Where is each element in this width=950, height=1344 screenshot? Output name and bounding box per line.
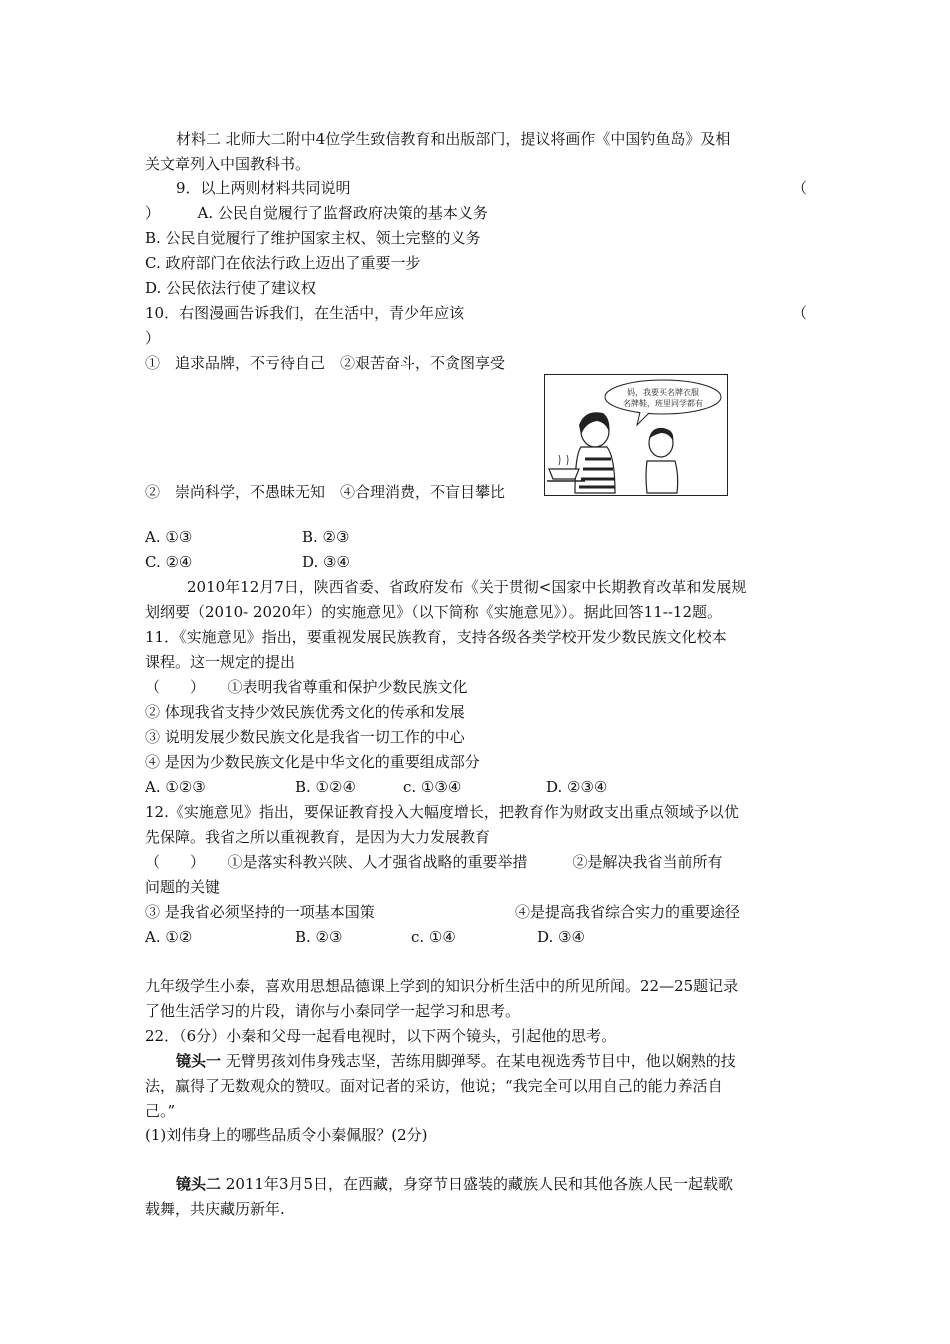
q10-option-b: B. ②③	[302, 528, 350, 546]
q11-option-b: B. ①②④	[295, 778, 356, 796]
q9-option-d: D. 公民依法行使了建议权	[145, 279, 317, 297]
q10-option-d: D. ③④	[302, 553, 350, 571]
q10-items-34: ② 崇尚科学，不愚昧无知 ④合理消费，不盲目攀比	[145, 483, 506, 501]
section-intro-line1: 九年级学生小泰，喜欢用思想品德课上学到的知识分析生活中的所见所闻。22—25题记录	[145, 977, 739, 995]
q22-shot2-line2: 载舞，共庆藏历新年.	[145, 1200, 285, 1218]
material2-line1: 材料二 北师大二附中4位学生致信教育和出版部门，提议将画作《中国钓鱼岛》及相	[176, 130, 731, 148]
comic-speech-line1: 妈，我要买名牌衣服	[627, 388, 699, 397]
q11-stem1: 11．《实施意见》指出，要重视发展民族教育，支持各级各类学校开发少数民族文化校本	[145, 628, 727, 646]
cartoon-drawing	[545, 375, 727, 495]
q22-shot1-line1	[176, 1050, 841, 1072]
q12-item3: ③ 是我省必须坚持的一项基本国策	[145, 903, 375, 921]
intro-line1: 2010年12月7日，陕西省委、省政府发布《关于贯彻<国家中长期教育改革和发展规	[187, 578, 747, 596]
q10-option-a: A. ①③	[145, 528, 193, 546]
q22-shot2-line1	[176, 1173, 841, 1195]
q12-item4: ④是提高我省综合实力的重要途径	[515, 903, 741, 921]
q11-option-d: D. ②③④	[546, 778, 608, 796]
q12-option-b: B. ②③	[295, 928, 343, 946]
q22-shot1-line2: 法，赢得了无数观众的赞叹。面对记者的采访，他说；“我完全可以用自己的能力养活自	[145, 1077, 723, 1095]
q11-option-c: c. ①③④	[403, 778, 462, 796]
q9-paren-open: （	[792, 179, 808, 197]
q12-item1: （ ） ①是落实科教兴陕、人才强省战略的重要举措 ②是解决我省当前所有	[145, 853, 723, 871]
q9-option-b: B. 公民自觉履行了维护国家主权、领土完整的义务	[145, 229, 481, 247]
q12-option-a: A. ①②	[145, 928, 193, 946]
shot1-label: 镜头一	[176, 1052, 222, 1070]
q9-stem: 9．以上两则材料共同说明	[176, 179, 351, 197]
q12-stem2: 先保障。我省之所以重视教育，是因为大力发展教育	[145, 828, 491, 846]
q11-option-a: A. ①②③	[145, 778, 206, 796]
q11-stem2: 课程。这一规定的提出	[145, 653, 296, 671]
comic-speech-line2: 名牌鞋，班里同学都有	[623, 399, 703, 408]
q10-stem: 10．右图漫画告诉我们，在生活中，青少年应该	[145, 304, 465, 322]
q11-item1: （ ） ①表明我省尊重和保护少数民族文化	[145, 678, 468, 696]
q11-item4: ④ 是因为少数民族文化是中华文化的重要组成部分	[145, 753, 480, 771]
q10-paren-close: ）	[145, 329, 161, 347]
cartoon-image	[544, 374, 728, 496]
q22-stem: 22．（6分）小秦和父母一起看电视时，以下两个镜头，引起他的思考。	[145, 1027, 617, 1045]
shot1-text-a: 无臂男孩刘伟身残志坚，苦练用脚弹琴。在某电视选秀节目中，他以娴熟的技	[221, 1052, 736, 1070]
section-intro-line2: 了他生活学习的片段，请你与小秦同学一起学习和思考。	[145, 1002, 521, 1020]
q10-items-12: ① 追求品牌，不亏待自己 ②艰苦奋斗，不贪图享受	[145, 354, 506, 372]
q12-option-c: c. ①④	[411, 928, 456, 946]
q12-option-d: D. ③④	[537, 928, 585, 946]
shot2-label: 镜头二	[176, 1175, 222, 1193]
q10-option-c: C. ②④	[145, 553, 193, 571]
q12-item1-cont: 问题的关键	[145, 878, 221, 896]
material2-line2: 关文章列入中国教科书。	[145, 155, 311, 173]
shot2-text-a: 2011年3月5日，在西藏，身穿节日盛装的藏族人民和其他各族人民一起载歌	[221, 1175, 734, 1193]
q12-stem1: 12.《实施意见》指出，要保证教育投入大幅度增长，把教育作为财政支出重点领域予以优	[145, 803, 739, 821]
q22-sub1: (1)刘伟身上的哪些品质令小秦佩服？(2分)	[145, 1126, 428, 1144]
q9-option-a: ） A. 公民自觉履行了监督政府决策的基本义务	[145, 204, 488, 222]
q10-paren-open: （	[792, 304, 808, 322]
q11-item2: ② 体现我省支持少效民族优秀文化的传承和发展	[145, 703, 465, 721]
q9-option-c: C. 政府部门在依法行政上迈出了重要一步	[145, 254, 421, 272]
intro-line2: 划纲要（2010- 2020年）的实施意见》（以下简称《实施意见》）。据此回答11--12题。	[145, 603, 722, 621]
q11-item3: ③ 说明发展少数民族文化是我省一切工作的中心	[145, 728, 465, 746]
q22-shot1-line3: 己。”	[145, 1102, 176, 1120]
